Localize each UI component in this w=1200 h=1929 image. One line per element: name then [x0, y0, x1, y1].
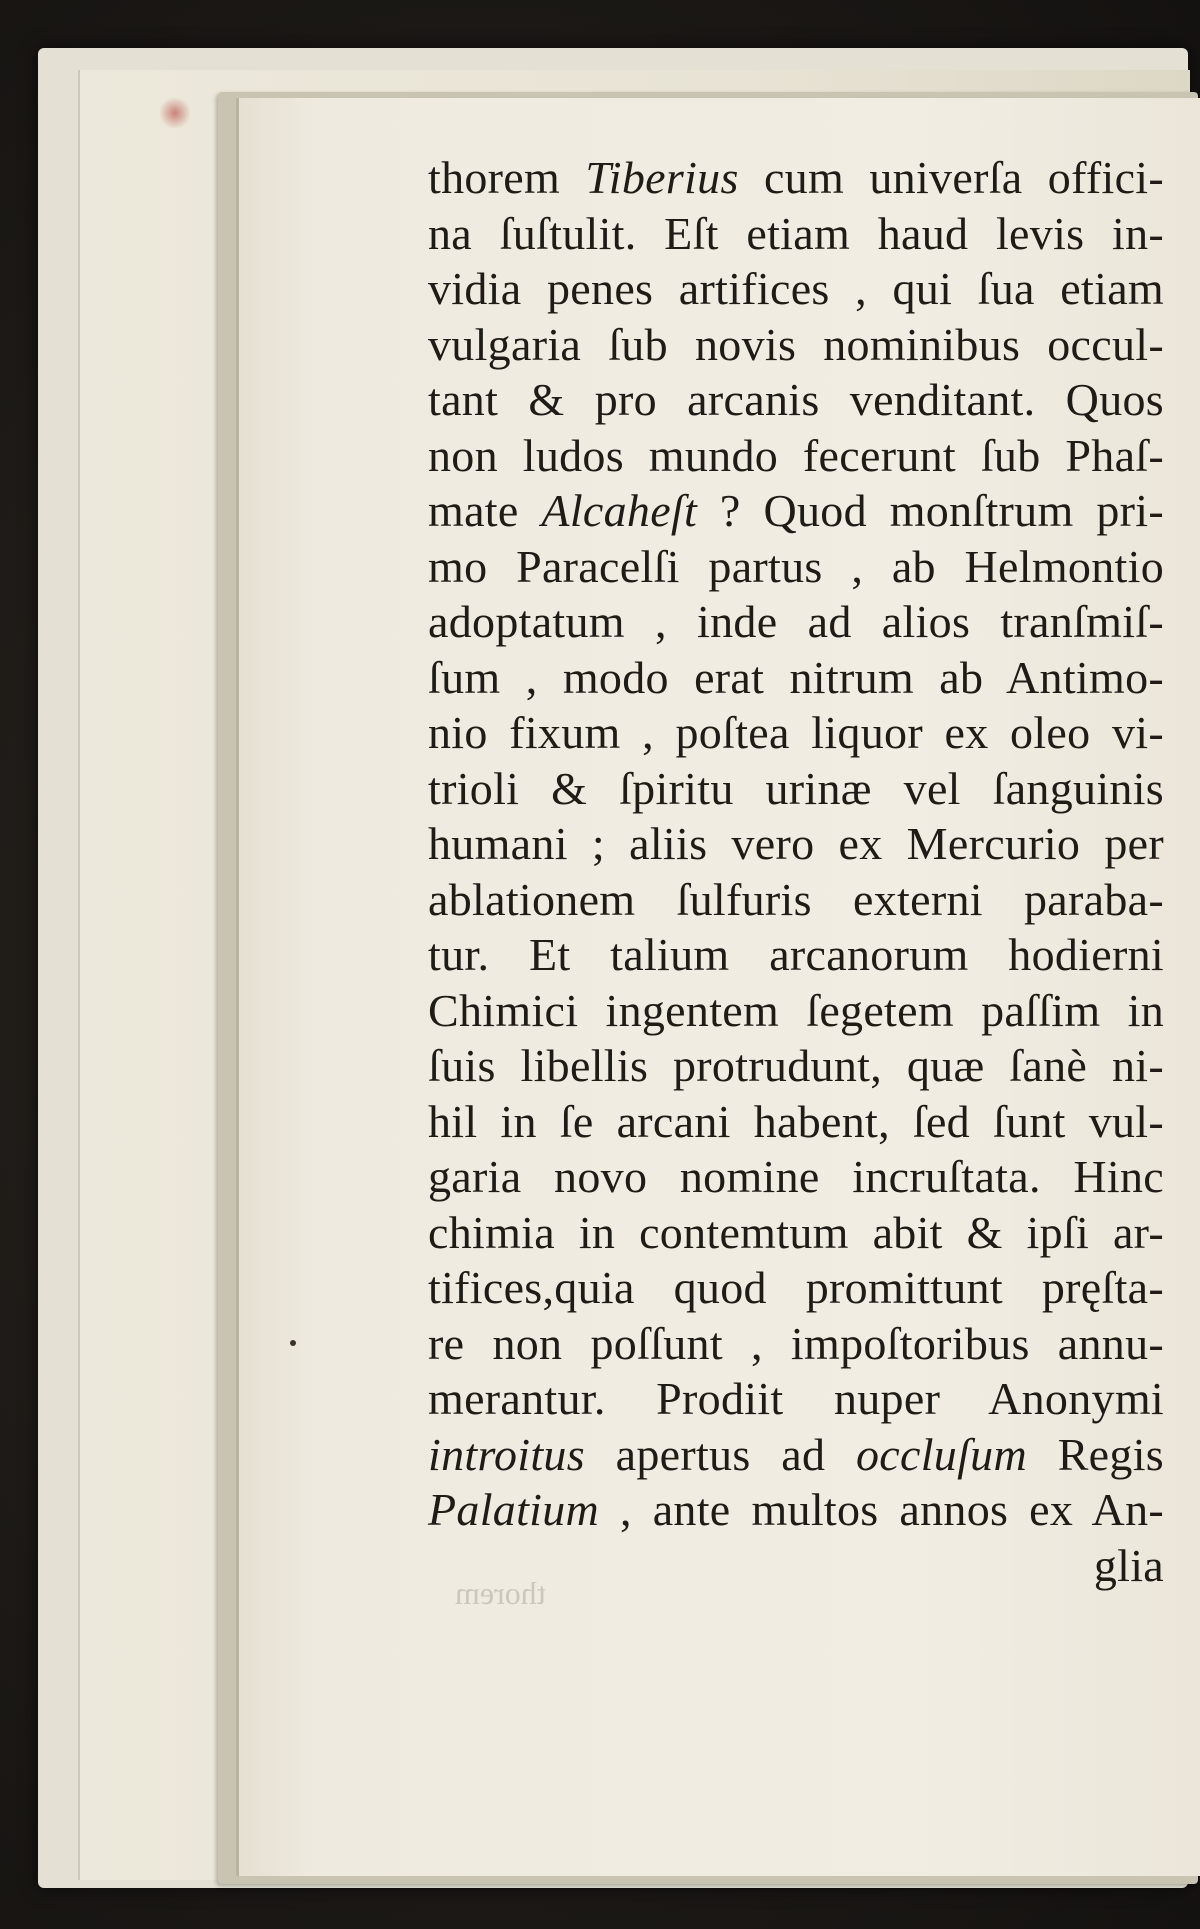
line-text: vidia penes artifices , qui ſua etiam [428, 263, 1164, 314]
line-text: chimia in contemtum abit & ipſi ar- [428, 1206, 1164, 1258]
text-line [428, 206, 1164, 262]
text-line [428, 1316, 1164, 1372]
line-text: mo Paracelſi partus , ab Helmontio [428, 540, 1164, 592]
text-line [428, 1260, 1164, 1316]
line-text: Chimici ingentem ſegetem paſſim in [428, 984, 1164, 1036]
line-text: ? Quod monſtrum pri- [697, 485, 1164, 536]
line-text: hil in ſe arcani habent, ſed ſunt vul- [428, 1095, 1164, 1147]
italic-text: introitus [428, 1428, 585, 1480]
italic-text: Palatium [428, 1484, 600, 1535]
italic-text: Tiberius [585, 152, 739, 203]
line-text: ſum , modo erat nitrum ab Antimo- [428, 651, 1164, 703]
text-line [428, 372, 1164, 428]
line-text: cum univerſa offici- [738, 152, 1165, 203]
ink-speck [290, 1340, 296, 1346]
text-line [428, 483, 1164, 539]
line-text: nio fixum , poſtea liquor ex oleo vi- [428, 707, 1164, 758]
text-line [428, 705, 1164, 761]
line-text: Regis [1027, 1428, 1164, 1480]
line-text: apertus ad [584, 1428, 856, 1480]
italic-text: Alcaheſt [541, 485, 698, 536]
line-text: tant & pro arcanis venditant. Quos [428, 374, 1164, 425]
line-text: re non poſſunt , impoſtoribus annu- [428, 1317, 1164, 1369]
italic-text: occluſum [855, 1428, 1027, 1480]
text-line [428, 539, 1164, 595]
text-line [428, 261, 1164, 317]
line-text: ablationem ſulfuris externi paraba- [428, 873, 1164, 925]
red-stain [160, 96, 190, 130]
line-text: na ſuſtulit. Eſt etiam haud levis in- [428, 207, 1164, 259]
line-text: tifices,quia quod promittunt pręſta- [428, 1262, 1164, 1313]
text-line [428, 927, 1164, 983]
text-line [428, 761, 1164, 817]
line-text: ſuis libellis protrudunt, quæ ſanè ni- [428, 1040, 1164, 1091]
text-line [428, 1371, 1164, 1427]
line-text: tur. Et talium arcanorum hodierni [428, 929, 1164, 980]
text-line [428, 1094, 1164, 1150]
line-text: humani ; aliis vero ex Mercurio per [428, 818, 1164, 869]
catchword: glia [1093, 1539, 1164, 1591]
text-line [428, 1427, 1164, 1483]
text-line [428, 594, 1164, 650]
line-text: merantur. Prodiit nuper Anonymi [428, 1373, 1164, 1424]
line-text: thorem [428, 152, 586, 203]
line-text: , ante multos annos ex An- [599, 1484, 1164, 1535]
line-text: trioli & ſpiritu urinæ vel ſanguinis [428, 762, 1164, 814]
line-text: garia novo nomine incruſtata. Hinc [428, 1151, 1164, 1202]
text-line [428, 816, 1164, 872]
text-line [428, 317, 1164, 373]
text-line [428, 1149, 1164, 1205]
text-line [428, 983, 1164, 1039]
page-text [428, 150, 1164, 1593]
text-line [428, 150, 1164, 206]
text-line [428, 1205, 1164, 1261]
text-line [428, 428, 1164, 484]
text-line [428, 872, 1164, 928]
line-text: vulgaria ſub novis nominibus occul- [428, 318, 1164, 370]
bleed-through-text: thorem [455, 1575, 546, 1611]
line-text: adoptatum , inde ad alios tranſmiſ- [428, 596, 1164, 647]
line-text: mate [428, 485, 542, 536]
text-line [428, 650, 1164, 706]
text-line [428, 1482, 1164, 1538]
line-text: non ludos mundo fecerunt ſub Phaſ- [428, 429, 1164, 481]
text-line [428, 1038, 1164, 1094]
